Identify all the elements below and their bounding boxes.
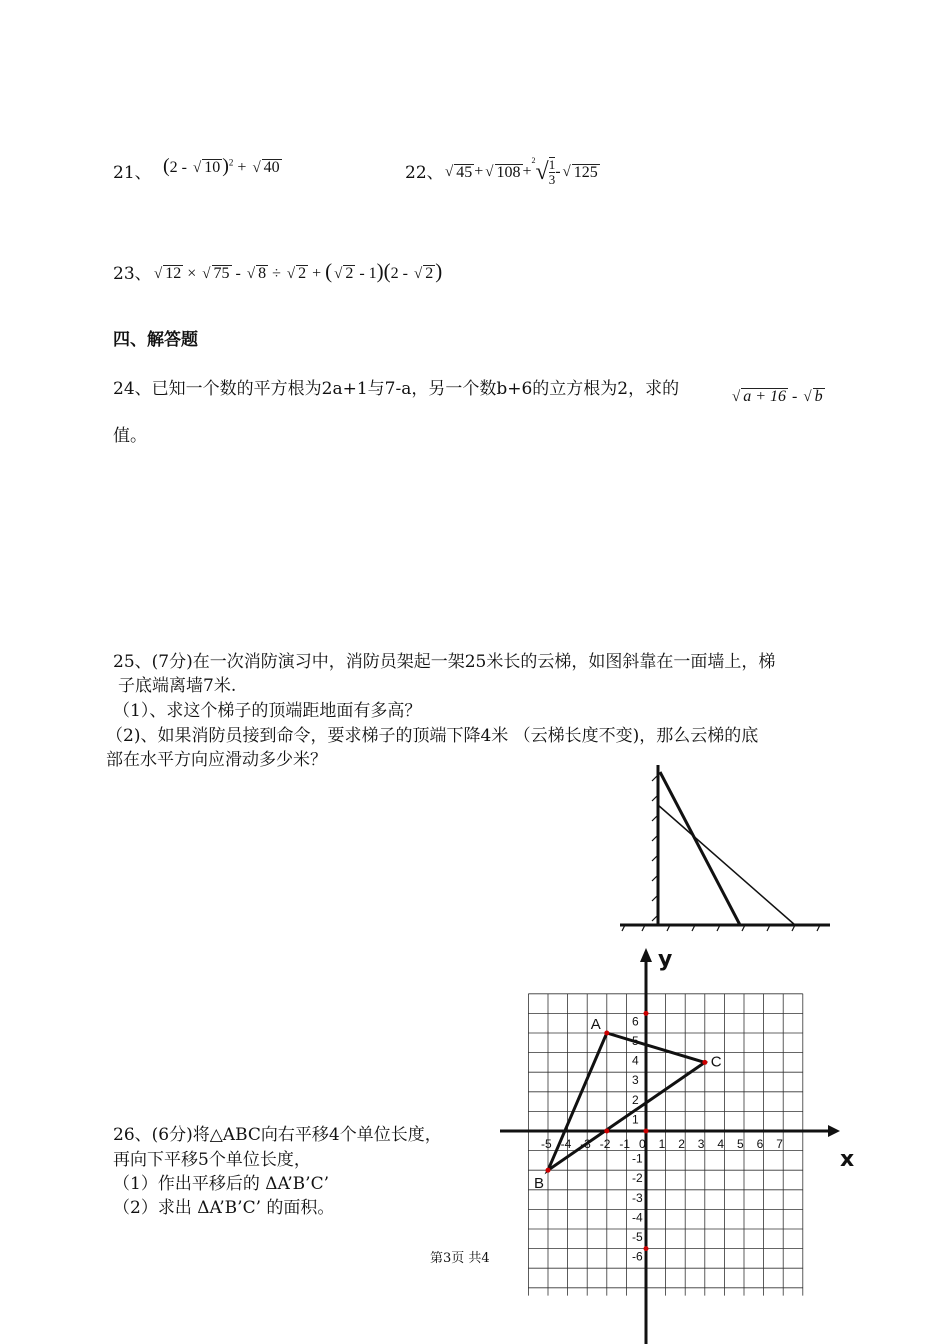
ladder-slid bbox=[658, 805, 795, 925]
x-tick-label: 5 bbox=[737, 1137, 744, 1151]
y-tick-label: 5 bbox=[632, 1034, 639, 1048]
y-tick-label: -5 bbox=[632, 1230, 643, 1244]
tick-labels bbox=[541, 1014, 783, 1263]
x-tick-label: 0 bbox=[639, 1137, 646, 1151]
problem-number: 22、 bbox=[405, 163, 444, 183]
x-axis-arrow bbox=[828, 1125, 840, 1137]
problem-24-line2: 值。 bbox=[113, 426, 147, 446]
y-axis-label: y bbox=[658, 947, 673, 972]
problem-26-line2: 再向下平移5个单位长度， bbox=[113, 1150, 311, 1170]
x-tick-label: -5 bbox=[541, 1137, 552, 1151]
problem-number: 23、 bbox=[113, 264, 152, 284]
x-tick-label: -4 bbox=[560, 1137, 572, 1151]
x-tick-label: 2 bbox=[678, 1137, 685, 1151]
y-tick-label: -6 bbox=[632, 1249, 643, 1264]
x-tick-label: -1 bbox=[619, 1137, 631, 1151]
y-tick-label: 4 bbox=[632, 1053, 639, 1068]
problem-25-line4: （2)、如果消防员接到命令，要求梯子的顶端下降4米 （云梯长度不变)，那么云梯的底 bbox=[106, 726, 759, 746]
y-tick-label: 6 bbox=[632, 1014, 639, 1029]
y-axis-arrow bbox=[640, 948, 652, 962]
axis-mark bbox=[644, 1129, 649, 1134]
axis-mark bbox=[644, 1011, 649, 1016]
x-tick-label: -2 bbox=[599, 1137, 611, 1151]
x-tick-label: 6 bbox=[756, 1137, 764, 1151]
y-tick-label: 1 bbox=[632, 1112, 639, 1127]
vertex-label: A bbox=[590, 1016, 601, 1033]
problem-25-line3: （1）、求这个梯子的顶端距地面有多高？ bbox=[113, 701, 422, 721]
ladder-original bbox=[660, 772, 740, 925]
vertex-dot bbox=[702, 1060, 707, 1065]
problem-number: 21、 bbox=[113, 163, 152, 183]
problem-21-expression: (2 - √ 10 )$^2$ + √ 40 bbox=[163, 155, 280, 177]
x-tick-label: -3 bbox=[580, 1137, 591, 1151]
x-tick-label: 1 bbox=[658, 1137, 666, 1151]
problem-22-expression: √ 45 + √ 108 + $^2$ √ $\frac{1}{3}$ - √ 125 bbox=[445, 156, 598, 187]
x-axis-label: x bbox=[840, 1147, 855, 1172]
x-tick-label: 7 bbox=[776, 1137, 783, 1151]
vertex-dot bbox=[604, 1031, 609, 1036]
vertex-label: C bbox=[710, 1053, 722, 1071]
y-tick-label: 3 bbox=[632, 1073, 639, 1088]
problem-24-line1: 24、已知一个数的平方根为2a+1与7-a，另一个数b+6的立方根为2，求的 bbox=[113, 379, 680, 399]
y-tick-label: -4 bbox=[632, 1210, 643, 1225]
problem-23 bbox=[113, 262, 152, 286]
vertex-dot bbox=[546, 1168, 551, 1173]
ladder-figure bbox=[615, 760, 835, 940]
y-tick-label: -3 bbox=[632, 1190, 643, 1205]
section-title: 四、解答题 bbox=[113, 330, 198, 350]
problem-23-expression: √ 12 × √ 75 - √ 8 ÷ √ 2 + ( √ 2 - 1)(2 - √ 2) bbox=[154, 259, 443, 283]
problem-26-line1: 26、(6分)将△ABC向右平移4个单位长度， bbox=[113, 1125, 442, 1145]
x-tick-label: 3 bbox=[697, 1137, 705, 1151]
problem-26-line4: （2）求出 ΔA’B’C’ 的面积。 bbox=[113, 1198, 335, 1218]
axis-mark bbox=[644, 1246, 649, 1251]
y-tick-label: -2 bbox=[632, 1171, 643, 1186]
coordinate-grid-figure bbox=[490, 940, 870, 1344]
x-tick-label: 4 bbox=[717, 1137, 725, 1151]
problem-25-line5: 部在水平方向应滑动多少米？ bbox=[106, 750, 327, 770]
problem-25-line2: 子底端离墙7米. bbox=[118, 676, 237, 696]
vertex-label: B bbox=[534, 1175, 545, 1193]
y-tick-label: -1 bbox=[632, 1151, 643, 1166]
axis-mark bbox=[604, 1129, 609, 1134]
y-tick-label: 2 bbox=[632, 1092, 639, 1107]
problem-22 bbox=[405, 161, 444, 185]
problem-21 bbox=[113, 161, 152, 185]
page-footer: 第3页 共4 bbox=[430, 1251, 490, 1266]
problem-25-line1: 25、(7分)在一次消防演习中，消防员架起一架25米长的云梯，如图斜靠在一面墙上，梯 bbox=[113, 652, 776, 672]
problem-24-expression: √ a + 16 - √ b bbox=[732, 388, 823, 405]
fraction: $\frac{1}{3}$ bbox=[548, 157, 556, 187]
problem-26-line3: （1）作出平移后的 ΔA’B’C’ bbox=[113, 1174, 329, 1194]
